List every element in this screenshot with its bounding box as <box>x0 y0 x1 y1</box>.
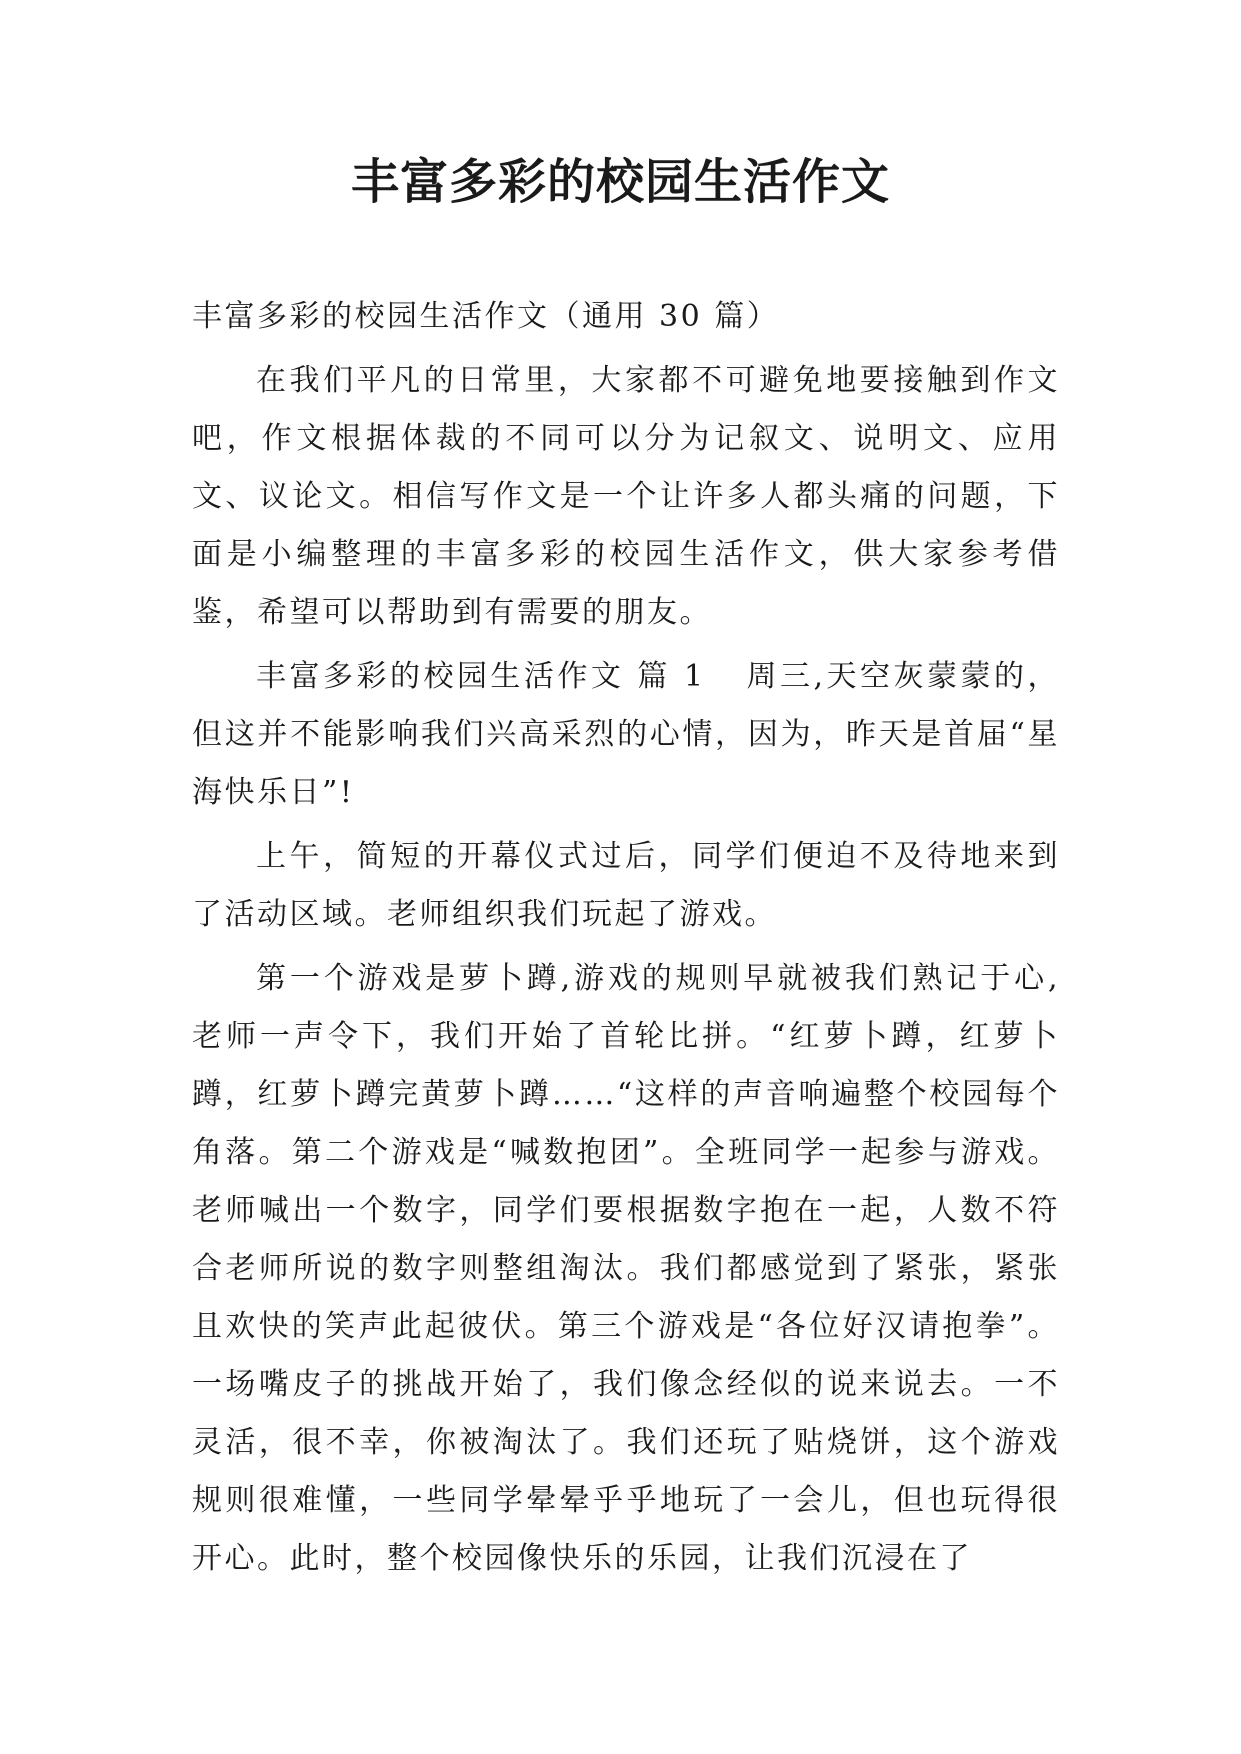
intro-paragraph: 在我们平凡的日常里，大家都不可避免地要接触到作文吧，作文根据体裁的不同可以分为记叙文、说明文、应用文、议论文。相信写作文是一个让许多人都头痛的问题，下面是小编整理的丰富多彩的校园生活作文，供大家参考借鉴，希望可以帮助到有需要的朋友。 <box>192 363 1060 630</box>
paragraph-3: 第一个游戏是萝卜蹲,游戏的规则早就被我们熟记于心,老师一声令下，我们开始了首轮比拼。“红萝卜蹲，红萝卜蹲，红萝卜蹲完黄萝卜蹲……“这样的声音响遍整个校园每个角落。第二个游戏是“喊数抱团”。全班同学一起参与游戏。老师喊出一个数字，同学们要根据数字抱在一起，人数不符合老师所说的数字则整组淘汰。我们都感觉到了紧张，紧张且欢快的笑声此起彼伏。第三个游戏是“各位好汉请抱拳”。一场嘴皮子的挑战开始了，我们像念经似的说来说去。一不灵活，很不幸，你被淘汰了。我们还玩了贴烧饼，这个游戏规则很难懂，一些同学晕晕乎乎地玩了一会儿，但也玩得很开心。此时，整个校园像快乐的乐园，让我们沉浸在了 <box>192 961 1060 1576</box>
document-body <box>192 288 1060 1588</box>
document-subtitle: 丰富多彩的校园生活作文（通用 30 篇） <box>192 299 780 334</box>
section-heading: 丰富多彩的校园生活作文 篇 1 <box>256 659 706 694</box>
paragraph-2: 上午，简短的开幕仪式过后，同学们便迫不及待地来到了活动区域。老师组织我们玩起了游戏。 <box>192 839 1060 932</box>
section-1-paragraph <box>192 648 1060 822</box>
section-1-text: 周三,天空灰蒙蒙的，但这并不能影响我们兴高采烈的心情，因为，昨天是首届“星海快乐日”! <box>192 659 1060 810</box>
document-title: 丰富多彩的校园生活作文 <box>350 154 890 210</box>
